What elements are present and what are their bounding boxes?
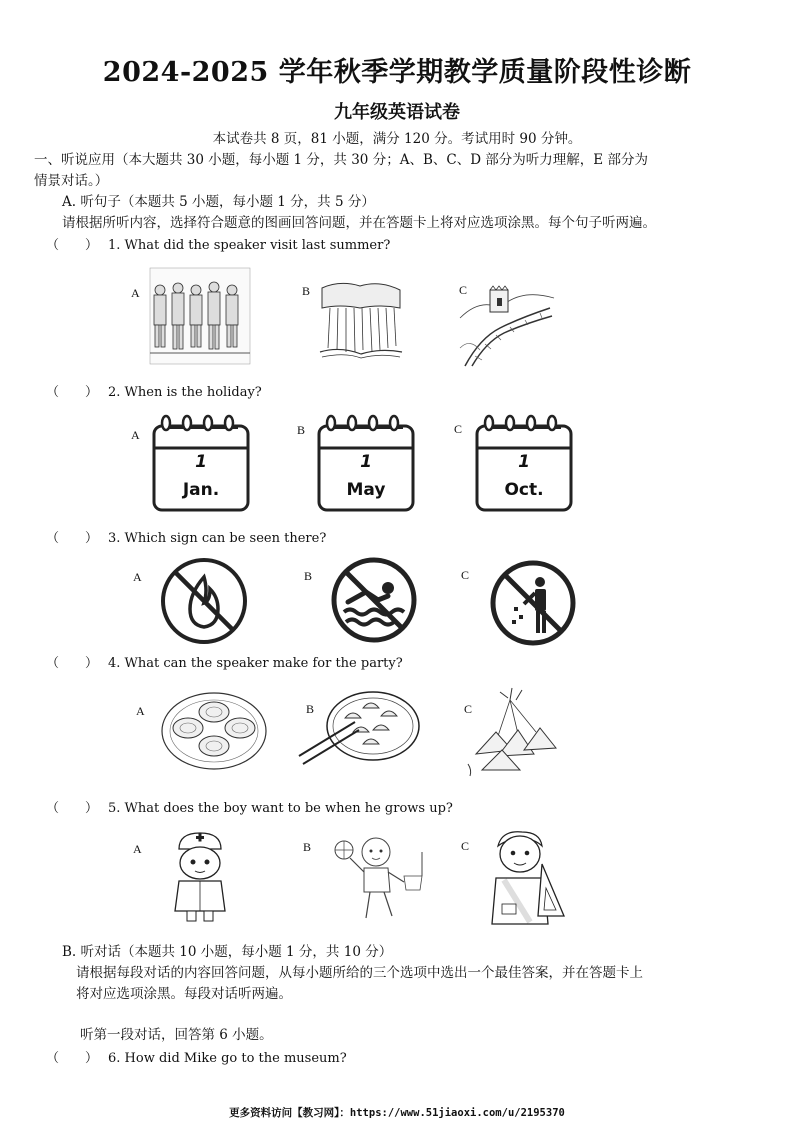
option-label-c: C [461,568,470,582]
doctor-picture[interactable] [165,829,235,925]
answer-paren[interactable]: （ ） [46,531,99,546]
option-label-a: A [131,428,140,442]
question-1 [46,234,390,253]
section1-heading: 一、听说应用（本大题共 30 小题，每小题 1 分，共 30 分；A、B、C、D 部分为听力理解，E 部分为 [34,152,648,168]
question-text: 5. What does the boy want to be when he grows up? [108,801,453,816]
answer-paren[interactable]: （ ） [46,656,99,671]
question-text: 4. What can the speaker make for the party? [108,656,403,671]
option-label-b: B [303,840,312,854]
option-label-b: B [297,423,306,437]
answer-paren[interactable]: （ ） [46,801,99,816]
calendar-month: May [346,480,386,500]
option-label-a: A [133,570,142,584]
exam-info: 本试卷共 8 页，81 小题，满分 120 分。考试用时 90 分钟。 [212,131,582,147]
page-title: 2024-2025 学年秋季学期教学质量阶段性诊断 [102,57,692,88]
partA-instruction: 请根据所听内容，选择符合题意的图画回答问题，并在答题卡上将对应选项涂黑。每个句子听两遍。 [62,215,656,231]
question-2 [46,381,262,400]
question-text: 6. How did Mike go to the museum? [108,1051,347,1066]
basketball-player-picture[interactable] [330,832,428,924]
option-label-a: A [136,704,145,718]
question-text: 3. Which sign can be seen there? [108,531,327,546]
partB-instruction-cont: 将对应选项涂黑。每段对话听两遍。 [76,986,292,1002]
option-label-b: B [302,284,311,298]
calendar-day: 1 [195,452,207,472]
partA-heading: A. 听句子（本题共 5 小题，每小题 1 分，共 5 分） [62,194,375,210]
option-label-c: C [459,283,468,297]
no-fire-sign-icon[interactable] [160,557,248,645]
question-text: 2. When is the holiday? [108,385,262,400]
option-label-c: C [454,422,463,436]
teacher-picture[interactable] [482,828,566,926]
no-littering-sign-icon[interactable] [490,560,576,646]
question-5 [46,797,453,816]
question-text: 1. What did the speaker visit last summer? [108,238,391,253]
answer-paren[interactable]: （ ） [46,385,99,400]
option-label-a: A [131,286,140,300]
option-label-b: B [304,569,313,583]
footer-link[interactable]: 更多资料访问【教习网】：https://www.51jiaoxi.com/u/2195370 [229,1107,565,1119]
section1-heading-cont: 情景对话。） [34,173,109,189]
waterfall-picture[interactable] [320,278,402,360]
mooncakes-picture[interactable] [160,690,268,772]
no-swimming-sign-icon[interactable] [330,556,418,644]
dialog-intro: 听第一段对话，回答第 6 小题。 [80,1027,273,1043]
page-subtitle: 九年级英语试卷 [334,102,460,123]
great-wall-picture[interactable] [460,278,554,368]
dumplings-picture[interactable] [297,686,423,770]
calendar-month: Jan. [182,480,220,500]
option-label-a: A [133,842,142,856]
calendar-day: 1 [360,452,372,472]
zongzi-picture[interactable] [468,684,560,776]
answer-paren[interactable]: （ ） [46,238,99,253]
question-3 [46,527,326,546]
option-label-c: C [464,702,473,716]
partB-instruction: 请根据每段对话的内容回答问题，从每小题所给的三个选项中选出一个最佳答案，并在答题卡上 [76,965,643,981]
partB-heading: B. 听对话（本题共 10 小题，每小题 1 分，共 10 分） [62,944,393,960]
calendar-month: Oct. [504,480,544,500]
question-6 [46,1047,347,1066]
option-label-c: C [461,839,470,853]
calendar-day: 1 [518,452,530,472]
question-4 [46,652,403,671]
option-label-b: B [306,702,315,716]
answer-paren[interactable]: （ ） [46,1051,99,1066]
terracotta-warriors-picture[interactable] [150,268,250,364]
